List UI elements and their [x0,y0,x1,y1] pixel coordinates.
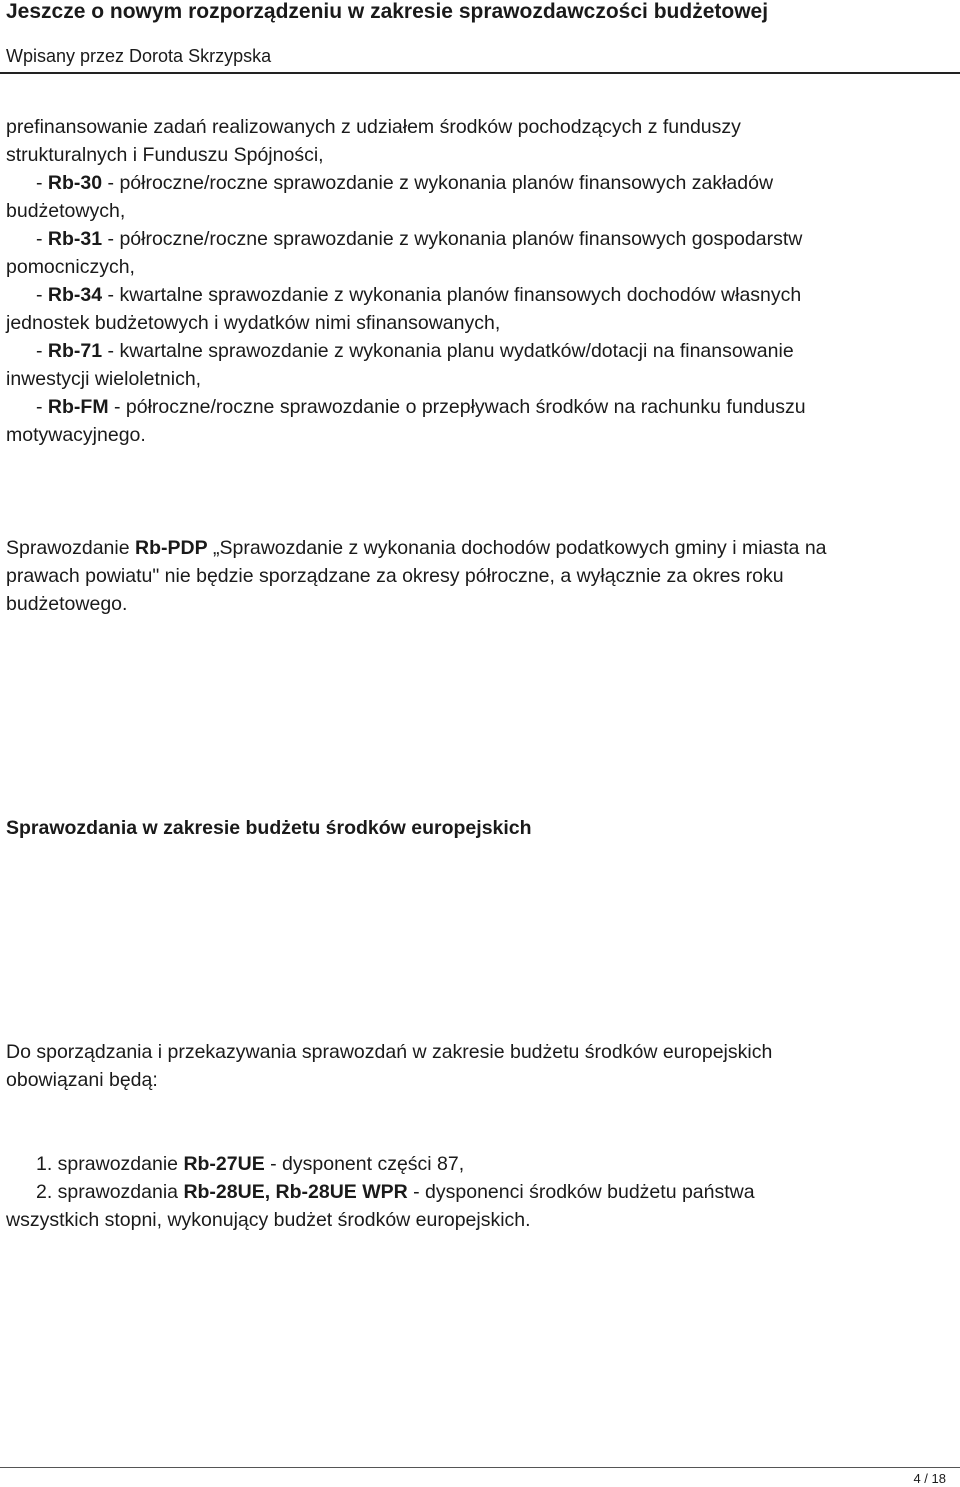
list-item-rb34 [6,281,956,309]
line-text: - półroczne/roczne sprawozdanie o przepływach środków na rachunku funduszu [108,396,806,418]
paragraph-line [6,421,956,449]
line-text: sprawozdanie [52,1153,184,1175]
header-divider [0,72,960,74]
dash-marker: - [36,228,48,250]
line-text: sprawozdania [52,1181,184,1203]
report-code: Rb-PDP [135,537,208,559]
line-text: „Sprawozdanie z wykonania dochodów podatkowych gminy i miasta na [207,537,827,559]
paragraph-line [6,309,956,337]
dash-marker: - [36,172,48,194]
line-text: inwestycji wieloletnich, [6,368,202,390]
numbered-list [6,1150,956,1234]
line-text: motywacyjnego. [6,424,146,446]
line-text: jednostek budżetowych i wydatków nimi sfinansowanych, [6,312,501,334]
line-text: - kwartalne sprawozdanie z wykonania planu wydatków/dotacji na finansowanie [102,340,794,362]
page-title: Jeszcze o nowym rozporządzeniu w zakresie sprawozdawczości budżetowej [6,0,769,23]
report-code: Rb-30 [47,172,103,194]
dash-marker: - [36,396,48,418]
paragraph-line: Do sporządzania i przekazywania sprawozdań w zakresie budżetu środków europejskich [6,1041,773,1063]
line-text: - półroczne/roczne sprawozdanie z wykonania planów finansowych gospodarstw [102,228,803,250]
line-text: budżetowych, [6,200,126,222]
line-text: - półroczne/roczne sprawozdanie z wykonania planów finansowych zakładów [102,172,774,194]
numbered-item-2-continuation: wszystkich stopni, wykonujący budżet środków europejskich. [6,1209,531,1231]
line-text: prefinansowanie zadań realizowanych z udziałem środków pochodzących z funduszy [6,116,741,138]
paragraph-line [6,253,956,281]
dash-marker: - [36,284,48,306]
report-list-block [6,113,956,449]
line-text: strukturalnych i Funduszu Spójności, [6,144,324,166]
report-code: Rb-31 [47,228,103,250]
list-item-rb30 [6,169,956,197]
rb-pdp-paragraph [6,534,956,618]
paragraph-line [6,113,956,141]
line-text: pomocniczych, [6,256,135,278]
paragraph-line: prawach powiatu" nie będzie sporządzane za okresy półroczne, a wyłącznie za okres roku [6,565,784,587]
line-text: - dysponenci środków budżetu państwa [407,1181,755,1203]
paragraph-line: budżetowego. [6,593,128,615]
paragraph-line [6,141,956,169]
author-line: Wpisany przez Dorota Skrzypska [6,46,272,66]
paragraph-line [6,197,956,225]
report-code: Rb-71 [47,340,103,362]
report-code: Rb-34 [47,284,103,306]
line-text: - kwartalne sprawozdanie z wykonania planów finansowych dochodów własnych [102,284,802,306]
paragraph-line [6,534,956,562]
line-text: Sprawozdanie [6,537,135,559]
dash-marker: - [36,340,48,362]
list-item-rb31 [6,225,956,253]
item-number: 1. [36,1153,53,1175]
numbered-item-2 [6,1178,956,1206]
page-number: 4 / 18 [913,1471,946,1486]
paragraph-line: obowiązani będą: [6,1069,158,1091]
report-code: Rb-28UE, Rb-28UE WPR [183,1181,408,1203]
section-heading: Sprawozdania w zakresie budżetu środków europejskich [6,817,532,839]
footer-divider [0,1467,960,1468]
numbered-item-1 [6,1150,956,1178]
list-item-rbfm [6,393,956,421]
item-number: 2. [36,1181,53,1203]
report-code: Rb-27UE [183,1153,265,1175]
line-text: - dysponent części 87, [264,1153,465,1175]
list-item-rb71 [6,337,956,365]
report-code: Rb-FM [47,396,109,418]
obligation-paragraph [6,1038,956,1094]
paragraph-line [6,365,956,393]
